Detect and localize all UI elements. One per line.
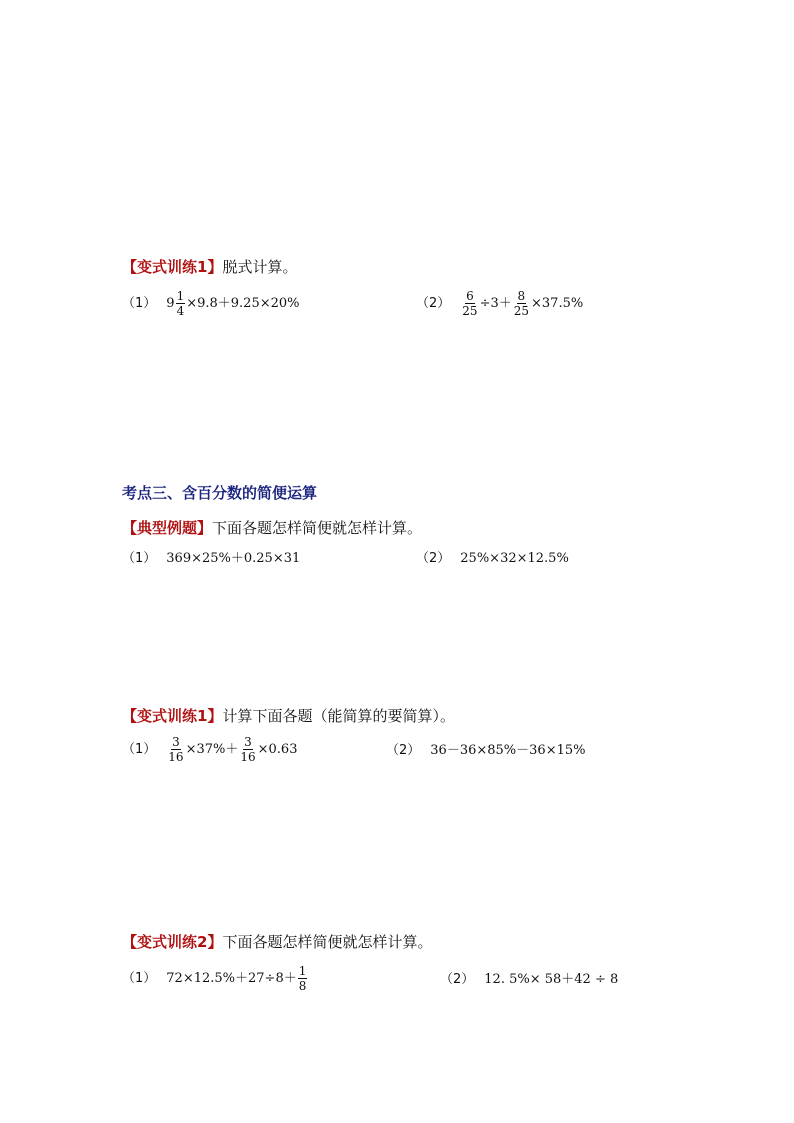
fraction [298, 964, 308, 993]
problem-number: （1） [122, 970, 157, 986]
problem-number: （1） [122, 741, 157, 757]
exercise-instruction: 脱式计算。 [222, 258, 298, 276]
example-instruction: 下面各题怎样简便就怎样计算。 [212, 519, 423, 537]
problem-3 [122, 550, 300, 568]
problem-expression [166, 735, 297, 764]
problem-5 [122, 735, 297, 764]
denominator: 4 [176, 304, 185, 318]
exercise-heading-3 [122, 932, 432, 952]
problem-expression [166, 289, 299, 318]
exercise-heading-1 [122, 257, 297, 277]
fraction [513, 289, 530, 318]
fraction [239, 735, 256, 764]
problem-expression: 12. 5%× 58＋42 ÷ 8 [484, 972, 619, 987]
problem-4 [416, 550, 569, 568]
expression-start: 72×12.5%＋27÷8＋ [166, 970, 297, 986]
problem-expression: 25%×32×12.5% [460, 551, 569, 566]
expression-middle: ×37%＋ [185, 741, 239, 757]
numerator: 1 [176, 289, 185, 303]
problem-expression [166, 964, 308, 993]
numerator: 3 [172, 735, 180, 749]
problem-number: （2） [386, 743, 421, 758]
denominator: 16 [240, 750, 256, 764]
expression-rest: ×0.63 [257, 741, 298, 757]
denominator: 16 [168, 750, 184, 764]
exercise-tag: 【变式训练2】 [122, 933, 223, 951]
numerator: 3 [244, 735, 252, 749]
exercise-heading-2 [122, 706, 455, 726]
denominator: 8 [298, 979, 307, 993]
problem-number: （2） [416, 295, 451, 311]
problem-1 [122, 289, 300, 318]
denominator: 25 [462, 304, 478, 318]
problem-7 [122, 964, 308, 993]
expression-rest: ×37.5% [531, 295, 584, 311]
problem-6 [386, 742, 585, 760]
problem-expression: 369×25%＋0.25×31 [166, 551, 301, 566]
example-heading [122, 518, 422, 538]
mixed-whole: 9 [166, 295, 175, 311]
section-title: 考点三、含百分数的简便运算 [122, 484, 318, 502]
problem-expression: 36－36×85%－36×15% [430, 743, 586, 758]
expression-middle: ÷3＋ [479, 295, 512, 311]
fraction [176, 289, 186, 318]
example-tag: 【典型例题】 [122, 519, 213, 537]
numerator: 6 [466, 289, 474, 303]
exercise-instruction: 下面各题怎样简便就怎样计算。 [222, 933, 433, 951]
problem-8 [440, 971, 618, 989]
denominator: 25 [513, 304, 530, 318]
exercise-tag: 【变式训练1】 [122, 707, 223, 725]
exercise-instruction: 计算下面各题（能简算的要简算）。 [222, 707, 455, 725]
exercise-tag: 【变式训练1】 [122, 258, 223, 276]
numerator: 1 [298, 964, 307, 978]
expression-rest: ×9.8＋9.25×20% [186, 295, 300, 311]
problem-number: （1） [122, 295, 157, 311]
problem-number: （2） [440, 972, 475, 987]
fraction [167, 735, 184, 764]
problem-number: （1） [122, 551, 157, 566]
fraction [461, 289, 478, 318]
problem-2 [416, 289, 583, 318]
problem-number: （2） [416, 551, 451, 566]
problem-expression [460, 289, 583, 318]
numerator: 8 [517, 289, 526, 303]
